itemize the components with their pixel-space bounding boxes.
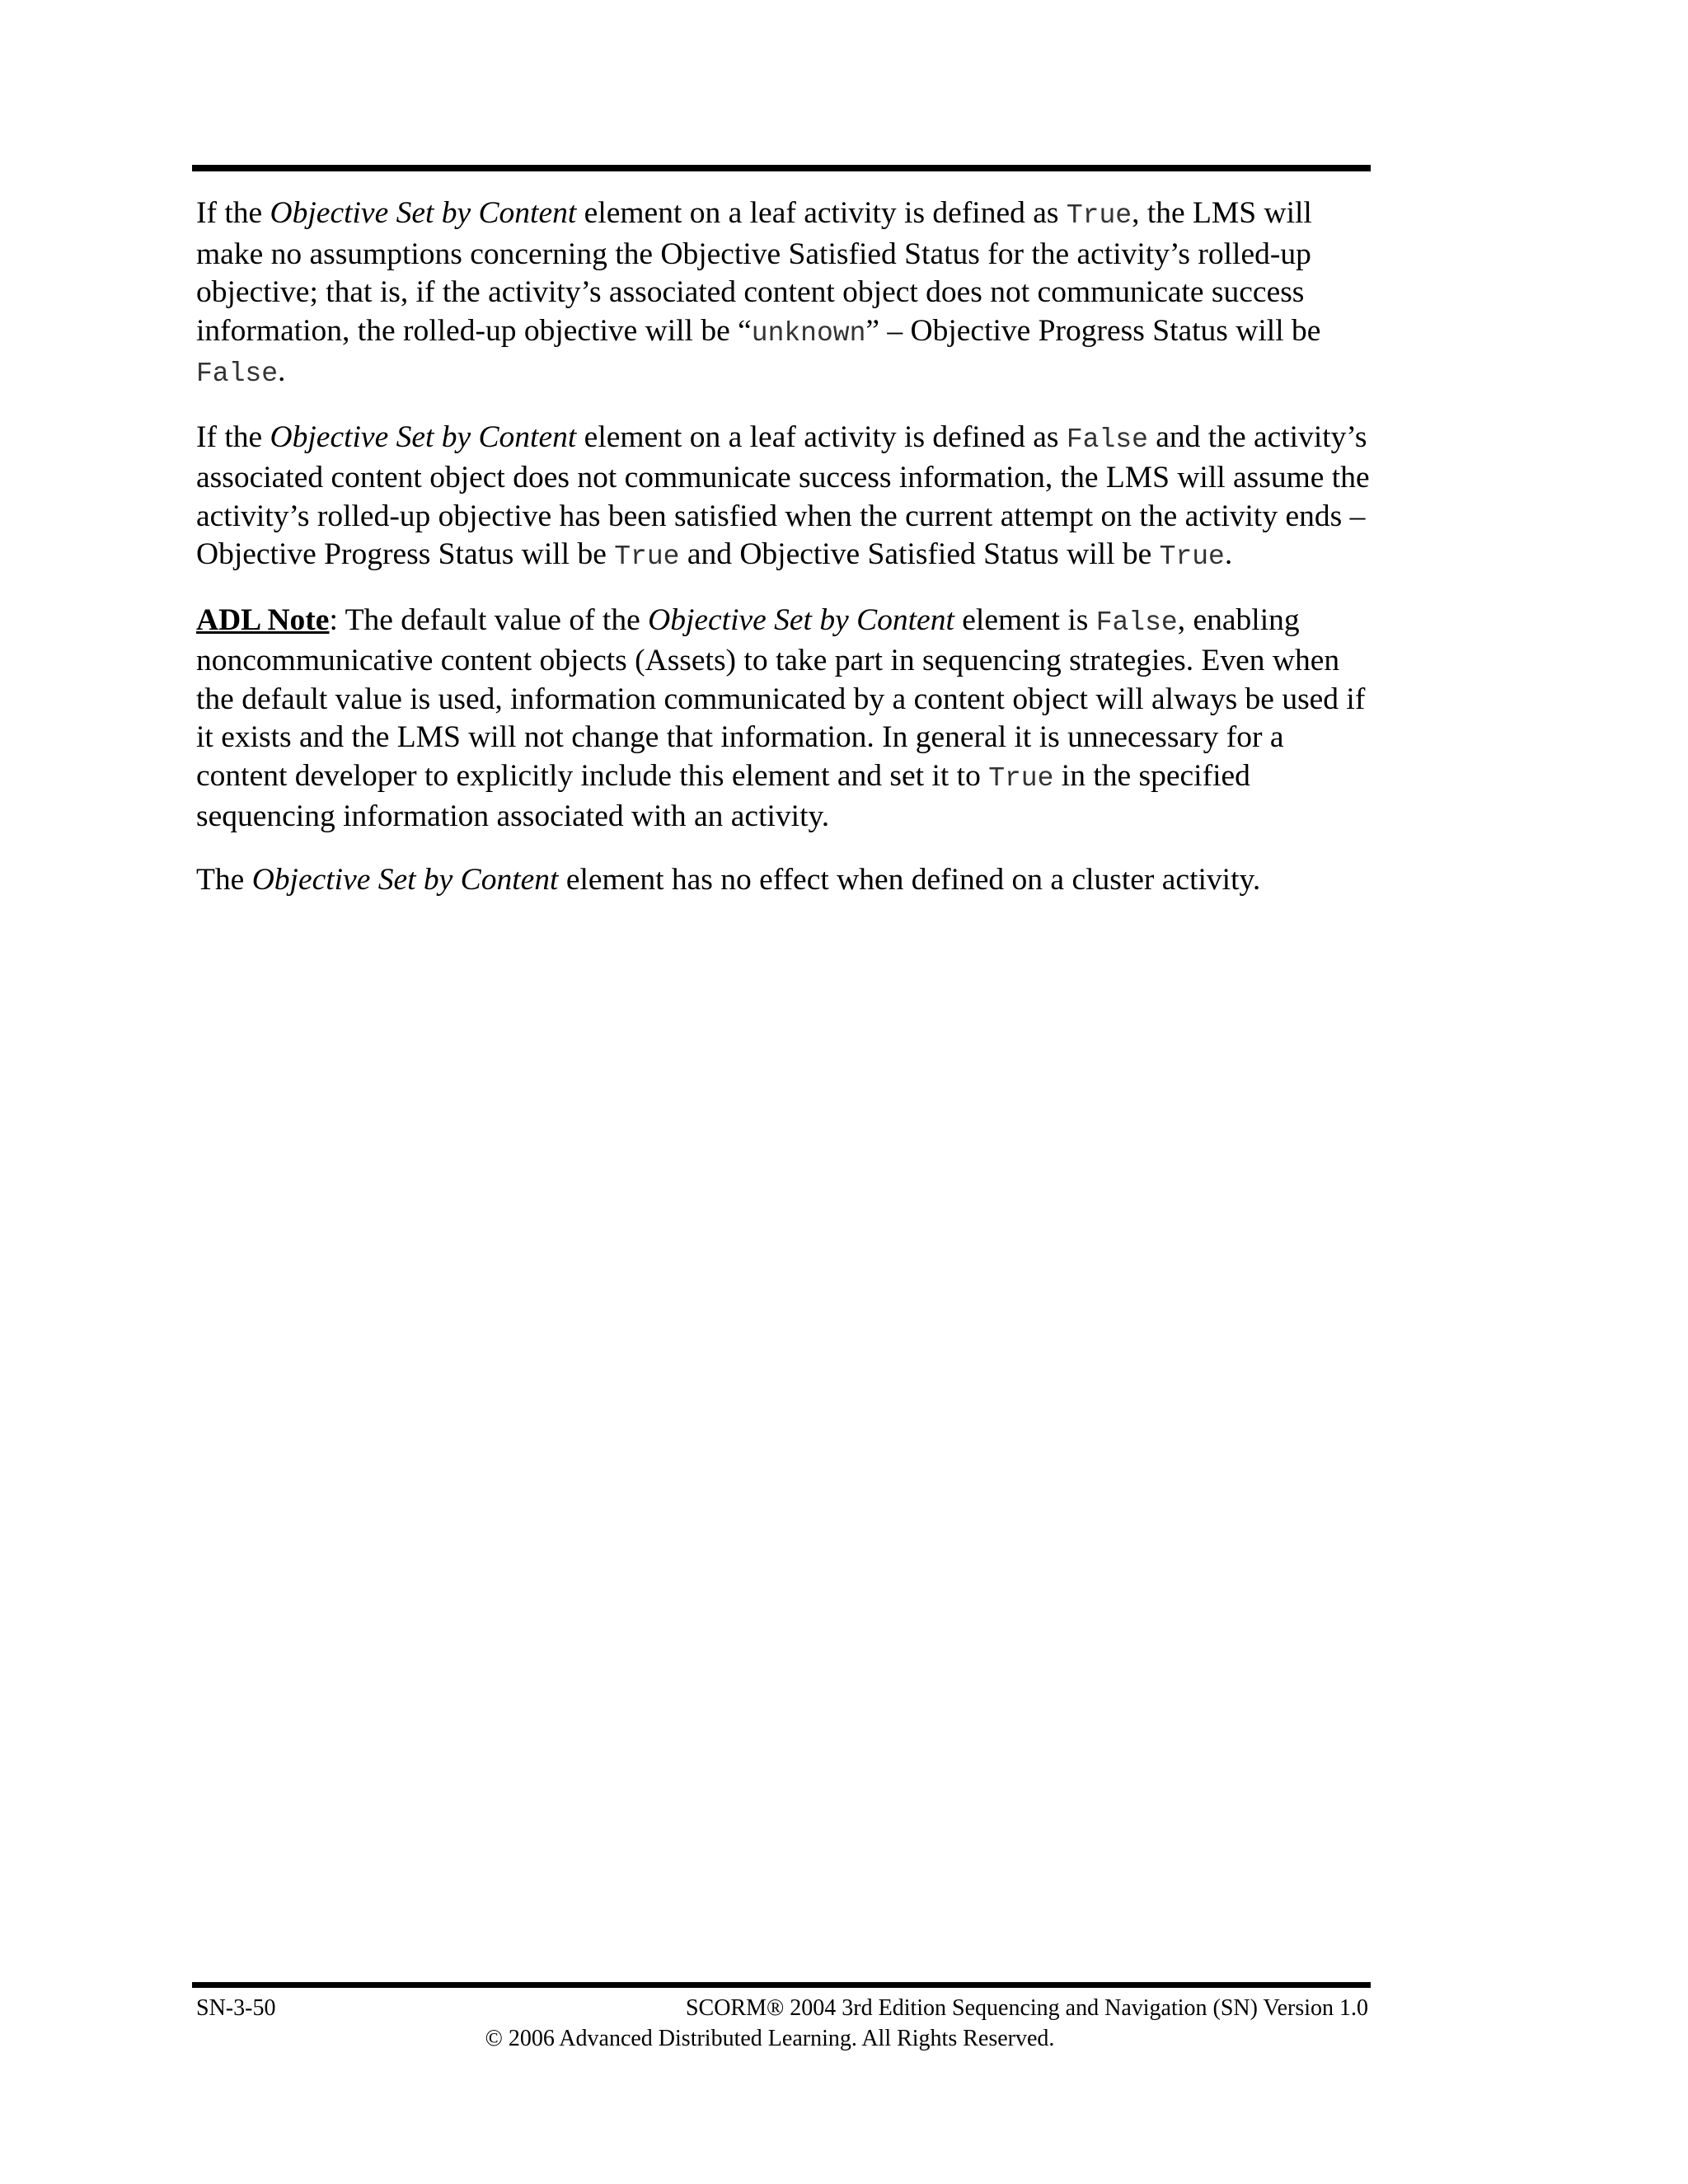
- text-run: , the LMS will make no assumptions concerning the Objective Satisfied Status for the activity’s rolled-up objective; that is, if the activity’s associated content object does not communicate success information, the rolled-up objective will be “: [196, 196, 1312, 348]
- copyright-notice: © 2006 Advanced Distributed Learning. All Rights Reserved.: [485, 2026, 1055, 2051]
- paragraph-objective-set-false: [196, 419, 1375, 577]
- paragraph-adl-note: [196, 602, 1375, 837]
- paragraph-objective-set-true: [196, 194, 1375, 394]
- text-run: If the: [196, 419, 270, 454]
- code-value: True: [988, 762, 1054, 794]
- code-value: unknown: [751, 317, 866, 349]
- text-run: If the: [196, 196, 270, 230]
- element-name-italic: Objective Set by Content: [270, 196, 577, 230]
- header-rule: [192, 165, 1371, 171]
- text-run: element has no effect when defined on a cluster activity.: [558, 862, 1261, 897]
- page-footer: [196, 1993, 1368, 2054]
- code-value: False: [1095, 607, 1178, 638]
- text-run: ” – Objective Progress Status will be: [865, 313, 1321, 348]
- adl-note-label: ADL Note: [196, 602, 330, 637]
- text-run: , enabling noncommunicative content objects (Assets) to take part in sequencing strategies. Even when the default value is used, information communicated by a content object will always be used if it exists and the LMS will not change that information. In general it is unnecessary for a content developer to explicitly include this element and set it to: [196, 602, 1366, 793]
- text-run: element on a leaf activity is defined as: [576, 419, 1067, 454]
- text-run: element on a leaf activity is defined as: [576, 196, 1067, 230]
- text-run: and the activity’s associated content object does not communicate success information, the LMS will assume the activity’s rolled-up objective has been satisfied when the current attempt on the activity ends – Objective Progress Status will be: [196, 419, 1370, 571]
- document-title: SCORM® 2004 3rd Edition Sequencing and Navigation (SN) Version 1.0: [685, 1995, 1368, 2021]
- text-run: The: [196, 862, 252, 897]
- page-body: [196, 194, 1375, 924]
- code-value: True: [1066, 200, 1132, 231]
- element-name-italic: Objective Set by Content: [648, 602, 954, 637]
- text-run: .: [1224, 537, 1233, 571]
- code-value: False: [196, 359, 279, 389]
- code-value: True: [1159, 541, 1225, 572]
- text-run: .: [278, 354, 286, 388]
- code-value: False: [1066, 424, 1148, 455]
- element-name-italic: Objective Set by Content: [270, 419, 577, 454]
- element-name-italic: Objective Set by Content: [251, 862, 559, 897]
- text-run: in the specified sequencing information associated with an activity.: [196, 758, 1250, 833]
- footer-rule: [192, 1982, 1371, 1988]
- footer-row: [196, 1993, 1368, 2023]
- page-number: SN-3-50: [196, 1995, 276, 2021]
- text-run: and Objective Satisfied Status will be: [679, 537, 1160, 571]
- text-run: element is: [954, 602, 1096, 637]
- paragraph-cluster-activity: [196, 861, 1375, 900]
- text-run: : The default value of the: [329, 602, 649, 637]
- code-value: True: [614, 541, 680, 572]
